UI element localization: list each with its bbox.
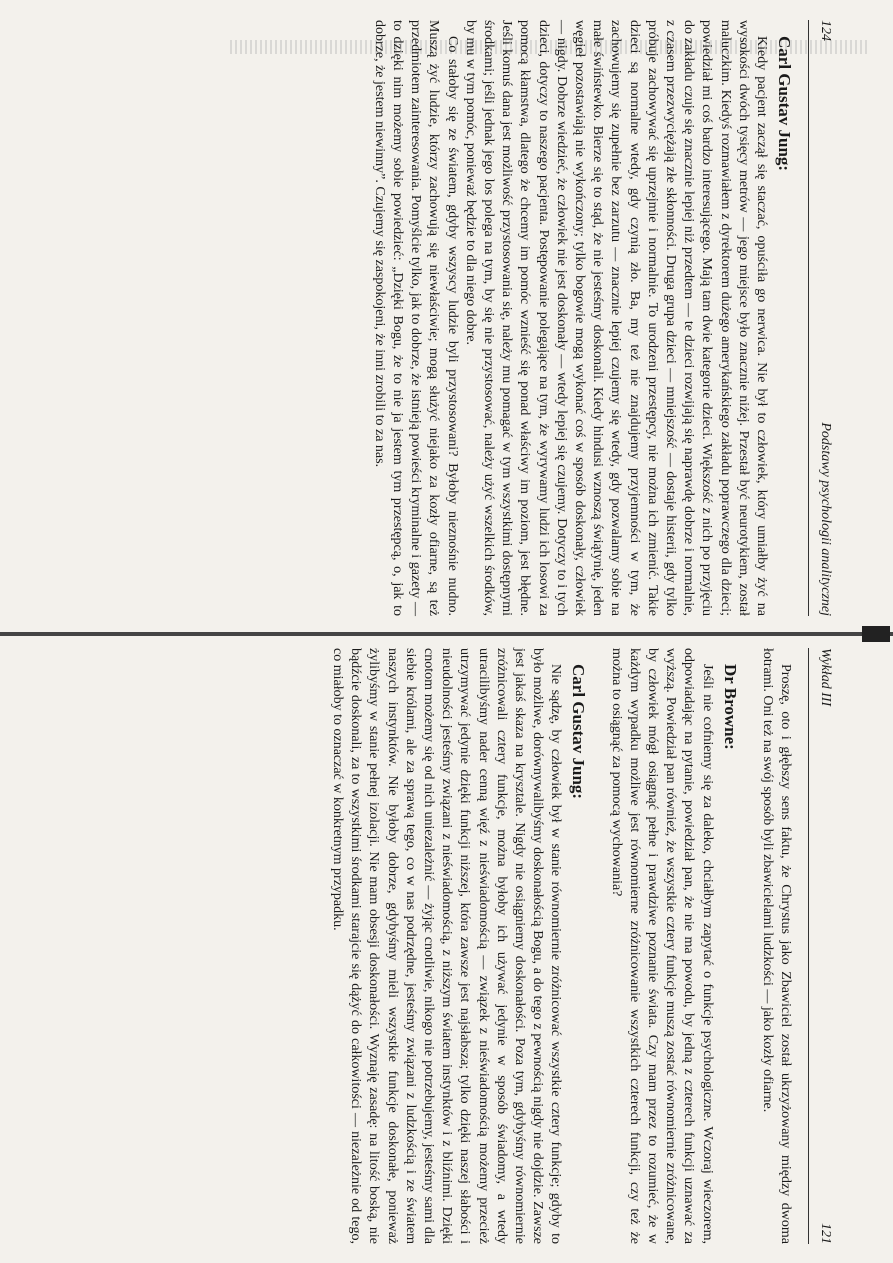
page-number: 124 <box>818 20 833 41</box>
paragraph: Jeśli nie cofniemy się za daleko, chciałbym zapytać o funkcje psychologiczne. Wczoraj wieczorem, odpowiadając na pytanie, powiedział pan, że nie ma powodu, by jedną z czterech funkcji uznawać za wyższą. Powiedział pan również, że wszystkie cztery funkcje muszą zostać równomiernie zróżnicowane, by człowiek mógł osiągnąć pełne i prawdziwe poznanie świata. Czy mam przez to rozumieć, że w każdym wypadku możliwe jest równomierne zróżnicowanie wszystkich czterech funkcji, czy też że można to osiągnąć za pomocą wychowania? <box>608 648 715 1244</box>
paragraph: Nie sądzę, by człowiek był w stanie równomiernie zróżnicować wszystkie cztery funkcje; gdyby to było możliwe, dorównywalibyśmy doskonałością Bogu, a do tego z pewnością nigdy nie dojdzie. Zawsze jest jakaś skaza na krysztale. Nigdy nie osiągniemy doskonałości. Poza tym, gdybyśmy równomiernie zróżnicowali cztery funkcje, można byłoby ich używać jedynie w sposób świadomy, a wtedy utracilibyśmy nader cenną więź z nieświadomością — związek z nieświadomością możemy przecież utrzymywać jedynie dzięki funkcji niższej, która zawsze jest najsłabsza; tylko dzięki naszej słabości i nieudolności jesteśmy związani z nieświadomością, z niższym światem instynktów i z bliźnimi. Dzięki cnotom możemy się od nich uniezależnić — żyjąc cnotliwie, nikogo nie potrzebujemy, jesteśmy sami dla siebie królami, ale za sprawą tego, co w nas podrzędne, jesteśmy związani z ludzkością i ze światem naszych instynktów. Nie byłoby dobrze, gdybyśmy mieli wszystkie funkcje doskonałe, ponieważ żylibyśmy w stanie pełnej izolacji. Nie mam obsesji doskonałości. Wyznaję zasadę: na litość boską, nie bądźcie doskonali, za to wszystkimi środkami starajcie się dążyć do całkowitości — niezależnie od tego, co miałoby to oznaczać w konkretnym przypadku. <box>329 648 564 1244</box>
book-page-121 <box>83 648 833 1244</box>
running-header <box>808 20 833 616</box>
running-head-title: Podstawy psychologii analitycznej <box>818 422 833 616</box>
page-number: 121 <box>818 1223 833 1244</box>
book-spine-divider <box>0 632 893 636</box>
spine-shadow <box>862 626 890 642</box>
speaker-heading: Dr Browne: <box>720 664 740 750</box>
paragraph: Co stałoby się ze światem, gdyby wszyscy ludzie byli przystosowani? Byłoby nieznośnie nudno. Muszą żyć ludzie, którzy zachowują się niewłaściwie; mogą służyć niejako za kozły ofiarne, są też przedmiotem zainteresowania. Pomyślcie tylko, jak to dobrze, że istnieją powieści kryminalne i gazety — to dzięki nim możemy sobie powiedzieć: „Dzięki Bogu, że to nie ja jestem tym przestępcą, o, jak to dobrze, że jestem niewinny”. Czujemy się zaspokojeni, że inni zrobili to za nas. <box>371 20 460 616</box>
running-header <box>808 648 833 1244</box>
speaker-heading: Carl Gustav Jung: <box>569 664 589 800</box>
paragraph: Kiedy pacjent zaczął się staczać, opuściła go nerwica. Nie był to człowiek, który umiałby żyć na wysokości dwóch tysięcy metrów — jego miejsce było znacznie niżej. Przestał być neurotykiem, został maluczkim. Kiedyś rozmawiałem z dyrektorem dużego amerykańskiego zakładu poprawczego dla dzieci; powiedział mi coś bardzo interesującego. Mają tam dwie kategorie dzieci. Większość z nich po przyjęciu do zakładu czuje się znacznie lepiej niż przedtem — te dzieci rozwijają się naprawdę dobrze i normalnie, z czasem przezwyciężają złe skłonności. Druga grupa dzieci — mniejszość — dostaje histerii, gdy tylko próbuje zachowywać się uprzejmie i normalnie. To urodzeni przestępcy, nie można ich zmienić. Takie dzieci są normalne wtedy, gdy czynią zło. Ba, my też nie znajdujemy przyjemności w tym, że zachowujemy się zupełnie bez zarzutu — znacznie lepiej czujemy się wtedy, gdy pozwalamy sobie na małe świństewko. Bierze się to stąd, że nie jesteśmy doskonali. Kiedy hindusi wznoszą świątynię, jeden węgieł pozostawiają nie wykończony; tylko bogowie mogą wykonać coś w sposób doskonały, człowiek — nigdy. Dobrze wiedzieć, że człowiek nie jest doskonały — wtedy lepiej się czujemy. Dotyczy to i tych dzieci, dotyczy to naszego pacjenta. Postępowanie polegające na tym, że wyrywamy ludzi ich losowi za pomocą kłamstwa, dlatego że chcemy im pomóc wznieść się ponad właściwy im poziom, jest błędne. Jeśli komuś dana jest możliwość przystosowania się, należy mu pomagać w tym wszystkimi dostępnymi środkami; jeśli jednak jego los polega na tym, by się nie przystosować, należy użyć wszelkich środków, by mu w tym pomóc, ponieważ będzie to dla niego dobre. <box>462 20 769 616</box>
paragraph: Proszę, oto i głębszy sens faktu, że Chrystus jako Zbawiciel został ukrzyżowany między dwoma łotrami. Oni też na swój sposób byli zbawicielami ludzkości — jako kozły ofiarne. <box>759 648 793 1244</box>
book-page-124 <box>83 20 833 616</box>
running-head-title: Wykład III <box>818 648 833 707</box>
speaker-heading: Carl Gustav Jung: <box>775 36 794 172</box>
